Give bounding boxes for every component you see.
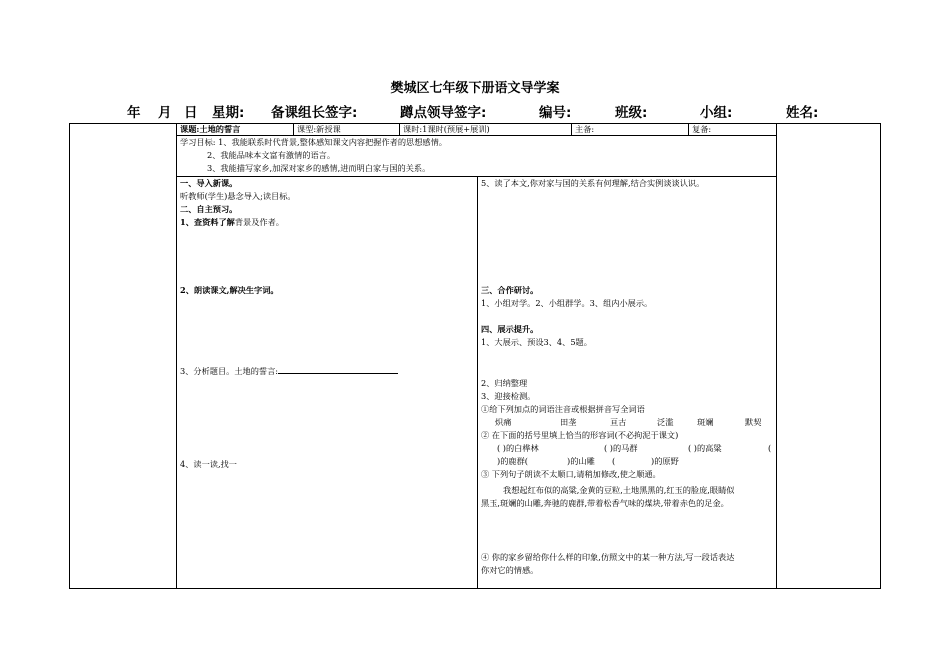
fill-blank: ( bbox=[612, 456, 616, 466]
show-text: 1、大展示、预设3、4、5题。 bbox=[481, 337, 592, 347]
page-title: 樊城区七年级下册语文导学案 bbox=[390, 81, 560, 96]
question-3-text: 3、分析题目。土地的誓言: bbox=[180, 366, 279, 376]
test-word: 默契 bbox=[745, 417, 762, 427]
table-divider bbox=[176, 176, 776, 177]
header-prep-leader: 备课组长签字: bbox=[271, 105, 358, 121]
header-class: 班级: bbox=[615, 105, 648, 121]
test-word: 斑斓 bbox=[697, 417, 714, 427]
test-item-1: ①给下列加点的词语注音或根据拼音写全词语 bbox=[481, 404, 645, 414]
table-divider bbox=[293, 123, 294, 135]
question-1 bbox=[180, 217, 284, 228]
fill-blank: )的原野 bbox=[651, 456, 679, 466]
header-group: 小组: bbox=[700, 105, 733, 121]
header-number: 编号: bbox=[539, 105, 572, 121]
question-3 bbox=[180, 365, 398, 377]
test-item-4: ④ 你的家乡留给你什么样的印象,仿照文中的某一种方法,写一段话表达 bbox=[481, 552, 735, 562]
goal-3: 3、我能描写家乡,加深对家乡的感情,进而明白家与国的关系。 bbox=[207, 163, 431, 173]
test-word: 炽痛 bbox=[495, 417, 512, 427]
info-review: 复备: bbox=[692, 124, 712, 134]
goal-1: 学习目标: 1、我能联系时代背景,整体感知课文内容把握作者的思想感情。 bbox=[180, 137, 447, 147]
test-item-4-cont: 你对它的情感。 bbox=[481, 565, 539, 575]
question-1-bold: 1、查资料了解 bbox=[180, 217, 235, 227]
question-4: 4、读一读,找一 bbox=[180, 459, 237, 469]
info-period: 课时:1课时(预展+展训) bbox=[403, 124, 490, 134]
test: 3、迎接检测。 bbox=[481, 391, 536, 401]
header-leader: 蹲点领导签字: bbox=[400, 105, 487, 121]
fill-blank: )的鹿群( bbox=[497, 456, 528, 466]
test-item-2: ② 在下面的括号里填上恰当的形容词(不必拘泥于课文) bbox=[481, 430, 679, 440]
header-month: 月 bbox=[158, 105, 172, 121]
header-name: 姓名: bbox=[786, 105, 819, 121]
question-1-rest: 背景及作者。 bbox=[234, 217, 284, 227]
summary: 2、归纳整理 bbox=[481, 378, 528, 388]
question-2: 2、朗读课文,解决生字词。 bbox=[180, 285, 279, 295]
table-divider bbox=[399, 123, 400, 135]
table-divider bbox=[776, 123, 777, 589]
fill-blank: ( )的马群 bbox=[604, 443, 638, 453]
header-weekday: 星期: bbox=[212, 105, 245, 121]
sentence-line-2: 黑玉,斑斓的山雕,奔驰的鹿群,带着松香气味的煤块,带着赤色的足金。 bbox=[481, 498, 729, 508]
info-main-prep: 主备: bbox=[575, 124, 595, 134]
question-5: 5、读了本文,你对家与国的关系有何理解,结合实例谈谈认识。 bbox=[481, 178, 705, 188]
section-show: 四、展示提升。 bbox=[481, 324, 539, 334]
section-cooperate: 三、合作研讨。 bbox=[481, 285, 539, 295]
header-year: 年 bbox=[127, 105, 141, 121]
intro-text: 听教师(学生)悬念导入;读目标。 bbox=[180, 191, 296, 201]
goal-2: 2、我能品味本文富有激情的语言。 bbox=[207, 150, 336, 160]
section-intro: 一、导入新课。 bbox=[180, 178, 238, 188]
info-topic: 课题:土地的誓言 bbox=[180, 124, 241, 134]
header-day: 日 bbox=[184, 105, 198, 121]
section-preview: 二、自主预习。 bbox=[180, 204, 238, 214]
table-divider bbox=[176, 123, 177, 589]
cooperate-text: 1、小组对学。2、小组群学。3、组内小展示。 bbox=[481, 298, 653, 308]
table-divider bbox=[477, 176, 478, 589]
test-item-3: ③ 下列句子朗读不太顺口,请稍加修改,使之顺通。 bbox=[481, 469, 661, 479]
fill-blank: ( bbox=[768, 443, 772, 453]
info-type: 课型:新授课 bbox=[297, 124, 341, 134]
answer-blank bbox=[278, 365, 398, 374]
fill-blank: ( )的白桦林 bbox=[497, 443, 539, 453]
test-word: 泛滥 bbox=[657, 417, 674, 427]
sentence-line-1: 我想起红布似的高粱,金黄的豆粒,土地黑黑的,红玉的脸庞,眼睛似 bbox=[503, 485, 735, 495]
fill-blank: ( )的高粱 bbox=[688, 443, 722, 453]
test-word: 亘古 bbox=[610, 417, 627, 427]
table-divider bbox=[176, 135, 776, 136]
table-divider bbox=[688, 123, 689, 135]
test-word: 田垄 bbox=[560, 417, 577, 427]
fill-blank: )的山雕 bbox=[567, 456, 595, 466]
table-divider bbox=[571, 123, 572, 135]
